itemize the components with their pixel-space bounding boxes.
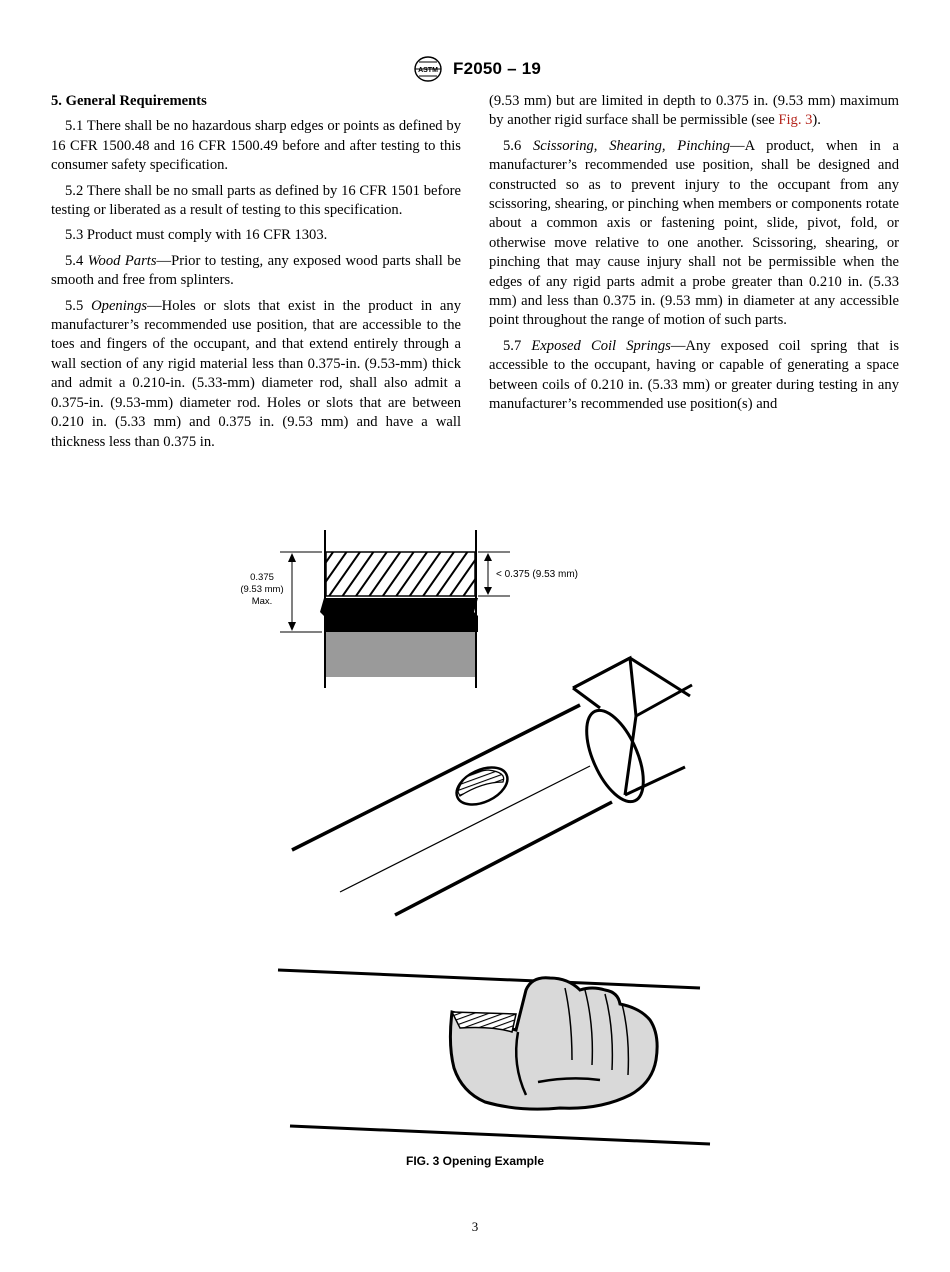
dimension-label-left: Max. — [251, 596, 273, 607]
paragraph-5-6 — [489, 137, 899, 331]
page-number: 3 — [471, 1219, 479, 1234]
paragraph-text: —Prior to testing, any exposed wood parts shall be smooth and free from splinters. — [51, 252, 461, 289]
paragraph-number: 5.6 — [503, 137, 522, 154]
paragraph-title: Exposed Coil Springs — [531, 337, 671, 354]
svg-text:ASTM: ASTM — [418, 67, 438, 74]
paragraph-number: 5.7 — [503, 337, 522, 354]
arrow-up-icon — [288, 553, 296, 562]
hatched-wall-section — [326, 552, 475, 596]
paragraph-5-4 — [51, 252, 461, 291]
cross-section-diagram — [240, 530, 578, 688]
astm-logo-icon — [409, 56, 447, 82]
paragraph-text: —A product, when in a manufacturer’s recommended use position, shall be designed and constructed so as to prevent injury to the occupant from any scissoring, shearing, or pinching when members or components rotate about a common axis or fastening point, slide, pivot, fold, or otherwise move relative to one another. Scissoring, shearing, or pinching that may cause injury shall not be permissible when the edges of any rigid parts admit a probe greater than 0.210 in. (5.33 mm) and less than 0.375 in. (9.53 mm) in diameter at any accessible point throughout the range of motion of such parts. — [489, 137, 899, 329]
paragraph-text: —Any exposed coil spring that is accessible to the occupant, having or capable of generating a space between coils of 0.210 in. (5.33 mm) or greater during testing in any manufacturer’s recommended use position(s) and — [489, 337, 899, 413]
paragraph-number: 5.4 — [65, 252, 84, 269]
paragraph-text: (9.53 mm) but are limited in depth to 0.375 in. (9.53 mm) maximum by another rigid surface shall be permissible (see — [489, 93, 899, 129]
paragraph-title: Openings — [91, 297, 148, 314]
black-surface-layer — [320, 598, 478, 632]
paragraph-5-2: 5.2 There shall be no small parts as defined by 16 CFR 1501 before testing or liberated as a result of testing to this specification. — [51, 182, 461, 219]
figure-caption: FIG. 3 Opening Example — [405, 1154, 545, 1168]
dimension-label-left: (9.53 mm) — [240, 584, 284, 595]
finger-in-opening-illustration — [278, 970, 710, 1144]
paragraph-5-7 — [489, 337, 899, 415]
section-heading: 5. General Requirements — [51, 93, 207, 109]
opening-example-figure — [220, 520, 740, 1150]
paragraph-text: —Holes or slots that exist in the product in any manufacturer’s recommended use position, that are accessible to the toes and fingers of the occupant, and that extend entirely through a wall section of any rigid material less than 0.375-in. (9.53-mm) thick and admit a 0.210-in. (5.33-mm) diameter rod, shall also admit a 0.375-in. (9.53-mm) diameter rod. Holes or slots that are between 0.210 in. (5.33 mm) and 0.375 in. (9.53 mm) and have a wall thickness less than 0.375 in. — [51, 297, 461, 450]
right-column — [489, 92, 899, 421]
paragraph-title: Wood Parts — [87, 252, 157, 269]
dimension-label-left: 0.375 — [250, 572, 274, 583]
arrow-down-icon — [484, 587, 492, 595]
paragraph-5-5-continued — [489, 92, 899, 131]
arrow-up-icon — [484, 553, 492, 561]
gray-base-layer — [326, 632, 475, 677]
page-header — [0, 56, 950, 82]
paragraph-5-1: 5.1 There shall be no hazardous sharp edges or points as defined by 16 CFR 1500.48 and 16 CFR 1500.49 before and after testing to this consumer safety specification. — [51, 118, 461, 174]
paragraph-number: 5.5 — [65, 297, 84, 314]
tube-with-hole-illustration — [292, 658, 692, 915]
standard-designation: F2050 – 19 — [452, 59, 541, 78]
left-column — [51, 92, 461, 458]
dimension-label-right: < 0.375 (9.53 mm) — [496, 569, 578, 580]
figure-link[interactable]: Fig. 3 — [778, 112, 813, 129]
arrow-down-icon — [288, 622, 296, 631]
paragraph-title: Scissoring, Shearing, Pinching — [533, 137, 730, 154]
paragraph-text-end: ). — [812, 112, 821, 129]
paragraph-5-3: 5.3 Product must comply with 16 CFR 1303. — [65, 227, 328, 244]
paragraph-5-5 — [51, 297, 461, 452]
